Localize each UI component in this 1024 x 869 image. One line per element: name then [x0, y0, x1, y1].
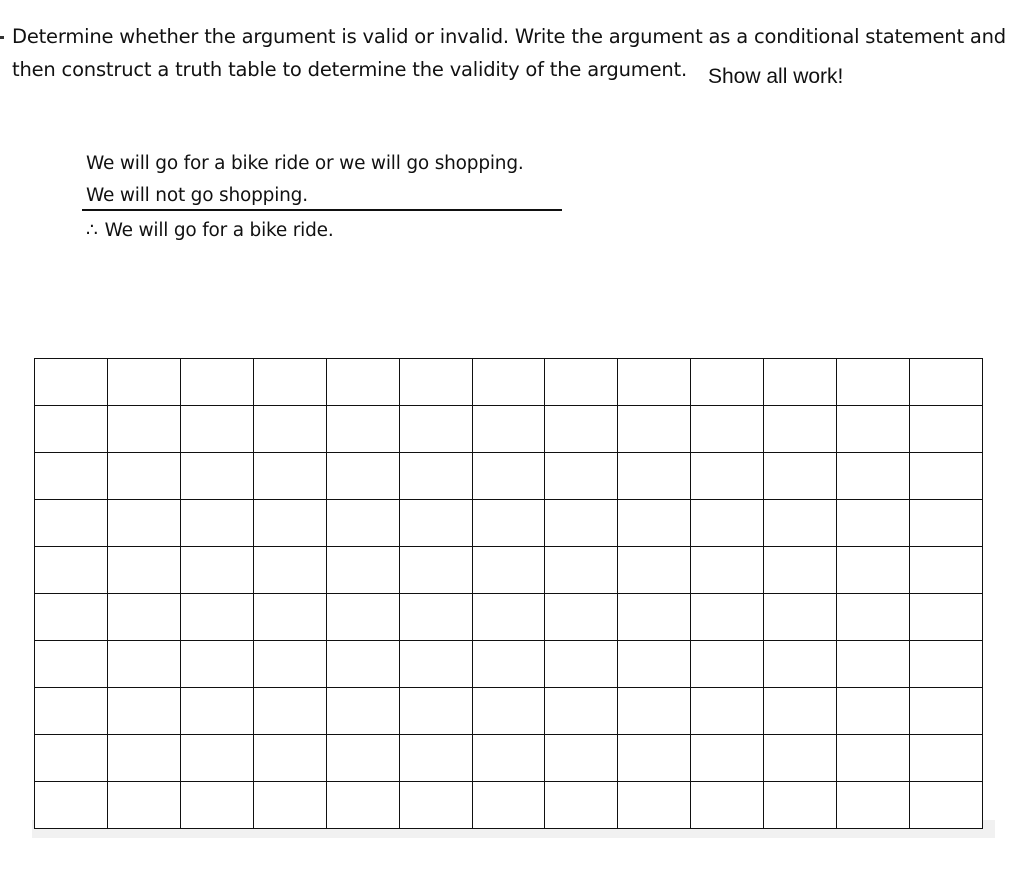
table-cell[interactable] [253, 782, 326, 829]
table-cell[interactable] [180, 500, 253, 547]
table-row [35, 453, 983, 500]
table-cell[interactable] [326, 594, 399, 641]
conclusion-text: We will go for a bike ride. [104, 220, 334, 241]
table-cell[interactable] [35, 641, 108, 688]
instruction-line-2: then construct a truth table to determine the validity of the argument. [12, 58, 687, 81]
table-cell[interactable] [764, 594, 837, 641]
table-cell[interactable] [180, 735, 253, 782]
table-cell[interactable] [253, 359, 326, 406]
therefore-symbol: ∴ [86, 220, 98, 241]
table-cell[interactable] [399, 688, 472, 735]
table-cell[interactable] [545, 594, 618, 641]
table-cell[interactable] [691, 782, 764, 829]
table-cell[interactable] [326, 500, 399, 547]
table-cell[interactable] [764, 688, 837, 735]
table-cell[interactable] [35, 594, 108, 641]
table-cell[interactable] [107, 641, 180, 688]
table-cell[interactable] [107, 782, 180, 829]
table-cell[interactable] [764, 453, 837, 500]
show-work-note: Show all work! [708, 65, 844, 88]
table-cell[interactable] [910, 453, 983, 500]
table-cell[interactable] [910, 782, 983, 829]
table-cell[interactable] [545, 688, 618, 735]
table-cell[interactable] [35, 453, 108, 500]
table-cell[interactable] [253, 547, 326, 594]
table-cell[interactable] [545, 782, 618, 829]
table-cell[interactable] [691, 735, 764, 782]
table-cell[interactable] [107, 500, 180, 547]
table-cell[interactable] [107, 406, 180, 453]
table-cell[interactable] [472, 782, 545, 829]
argument-premise-1: We will go for a bike ride or we will go shopping. [86, 153, 524, 174]
table-cell[interactable] [691, 594, 764, 641]
table-cell[interactable] [326, 547, 399, 594]
table-cell[interactable] [691, 688, 764, 735]
table-cell[interactable] [545, 453, 618, 500]
table-cell[interactable] [837, 547, 910, 594]
table-cell[interactable] [910, 547, 983, 594]
table-row [35, 735, 983, 782]
table-cell[interactable] [326, 782, 399, 829]
table-cell[interactable] [910, 500, 983, 547]
table-cell[interactable] [618, 406, 691, 453]
table-cell[interactable] [180, 547, 253, 594]
table-cell[interactable] [618, 453, 691, 500]
table-cell[interactable] [107, 594, 180, 641]
argument-divider-line [82, 209, 562, 211]
table-cell[interactable] [545, 500, 618, 547]
table-cell[interactable] [837, 641, 910, 688]
argument-conclusion [86, 222, 334, 241]
table-cell[interactable] [545, 735, 618, 782]
table-cell[interactable] [837, 500, 910, 547]
table-cell[interactable] [764, 547, 837, 594]
table-cell[interactable] [35, 782, 108, 829]
table-cell[interactable] [545, 406, 618, 453]
table-cell[interactable] [910, 594, 983, 641]
table-cell[interactable] [837, 782, 910, 829]
table-cell[interactable] [326, 735, 399, 782]
table-cell[interactable] [472, 547, 545, 594]
table-row [35, 500, 983, 547]
table-cell[interactable] [545, 359, 618, 406]
table-row [35, 406, 983, 453]
table-row [35, 359, 983, 406]
table-cell[interactable] [545, 641, 618, 688]
table-cell[interactable] [180, 641, 253, 688]
table-cell[interactable] [691, 359, 764, 406]
table-cell[interactable] [545, 547, 618, 594]
table-cell[interactable] [618, 782, 691, 829]
table-cell[interactable] [910, 735, 983, 782]
table-cell[interactable] [472, 594, 545, 641]
table-cell[interactable] [837, 688, 910, 735]
table-cell[interactable] [472, 641, 545, 688]
table-cell[interactable] [910, 641, 983, 688]
table-cell[interactable] [472, 688, 545, 735]
truth-table-grid [34, 358, 983, 829]
table-cell[interactable] [253, 688, 326, 735]
table-cell[interactable] [253, 453, 326, 500]
table-cell[interactable] [910, 406, 983, 453]
table-cell[interactable] [618, 641, 691, 688]
table-cell[interactable] [35, 500, 108, 547]
table-cell[interactable] [399, 453, 472, 500]
table-cell[interactable] [253, 735, 326, 782]
table-cell[interactable] [253, 641, 326, 688]
table-cell[interactable] [910, 688, 983, 735]
table-cell[interactable] [472, 500, 545, 547]
table-cell[interactable] [107, 547, 180, 594]
table-cell[interactable] [399, 500, 472, 547]
table-cell[interactable] [253, 594, 326, 641]
table-cell[interactable] [326, 641, 399, 688]
table-cell[interactable] [35, 359, 108, 406]
table-cell[interactable] [399, 406, 472, 453]
table-cell[interactable] [472, 453, 545, 500]
table-cell[interactable] [399, 594, 472, 641]
table-cell[interactable] [837, 406, 910, 453]
table-cell[interactable] [399, 359, 472, 406]
table-cell[interactable] [764, 641, 837, 688]
table-cell[interactable] [107, 688, 180, 735]
table-cell[interactable] [107, 359, 180, 406]
table-cell[interactable] [764, 359, 837, 406]
table-cell[interactable] [837, 359, 910, 406]
table-cell[interactable] [326, 359, 399, 406]
table-cell[interactable] [35, 547, 108, 594]
table-cell[interactable] [618, 688, 691, 735]
table-cell[interactable] [35, 406, 108, 453]
list-marker [0, 36, 4, 39]
table-cell[interactable] [618, 500, 691, 547]
table-cell[interactable] [472, 406, 545, 453]
table-cell[interactable] [180, 359, 253, 406]
table-cell[interactable] [764, 782, 837, 829]
table-cell[interactable] [691, 500, 764, 547]
table-cell[interactable] [180, 406, 253, 453]
table-cell[interactable] [35, 735, 108, 782]
table-cell[interactable] [326, 406, 399, 453]
table-row [35, 782, 983, 829]
table-cell[interactable] [618, 594, 691, 641]
table-cell[interactable] [107, 735, 180, 782]
table-cell[interactable] [399, 782, 472, 829]
table-cell[interactable] [618, 547, 691, 594]
table-cell[interactable] [837, 453, 910, 500]
table-cell[interactable] [764, 500, 837, 547]
table-cell[interactable] [764, 735, 837, 782]
table-cell[interactable] [107, 453, 180, 500]
table-row [35, 688, 983, 735]
table-cell[interactable] [472, 359, 545, 406]
table-cell[interactable] [691, 641, 764, 688]
table-cell[interactable] [326, 688, 399, 735]
table-cell[interactable] [691, 406, 764, 453]
table-cell[interactable] [399, 735, 472, 782]
table-cell[interactable] [691, 453, 764, 500]
table-cell[interactable] [764, 406, 837, 453]
argument-premise-2: We will not go shopping. [86, 185, 308, 206]
table-cell[interactable] [910, 359, 983, 406]
table-cell[interactable] [618, 735, 691, 782]
table-cell[interactable] [326, 453, 399, 500]
table-cell[interactable] [399, 641, 472, 688]
instruction-line-1: Determine whether the argument is valid or invalid. Write the argument as a conditional statement and [12, 25, 1006, 48]
table-cell[interactable] [691, 547, 764, 594]
table-cell[interactable] [837, 735, 910, 782]
table-cell[interactable] [180, 453, 253, 500]
table-cell[interactable] [472, 735, 545, 782]
table-cell[interactable] [35, 688, 108, 735]
table-row [35, 547, 983, 594]
table-cell[interactable] [180, 594, 253, 641]
table-cell[interactable] [180, 688, 253, 735]
table-cell[interactable] [399, 547, 472, 594]
table-cell[interactable] [253, 500, 326, 547]
table-cell[interactable] [253, 406, 326, 453]
table-cell[interactable] [618, 359, 691, 406]
table-row [35, 594, 983, 641]
table-row [35, 641, 983, 688]
table-cell[interactable] [837, 594, 910, 641]
table-cell[interactable] [180, 782, 253, 829]
